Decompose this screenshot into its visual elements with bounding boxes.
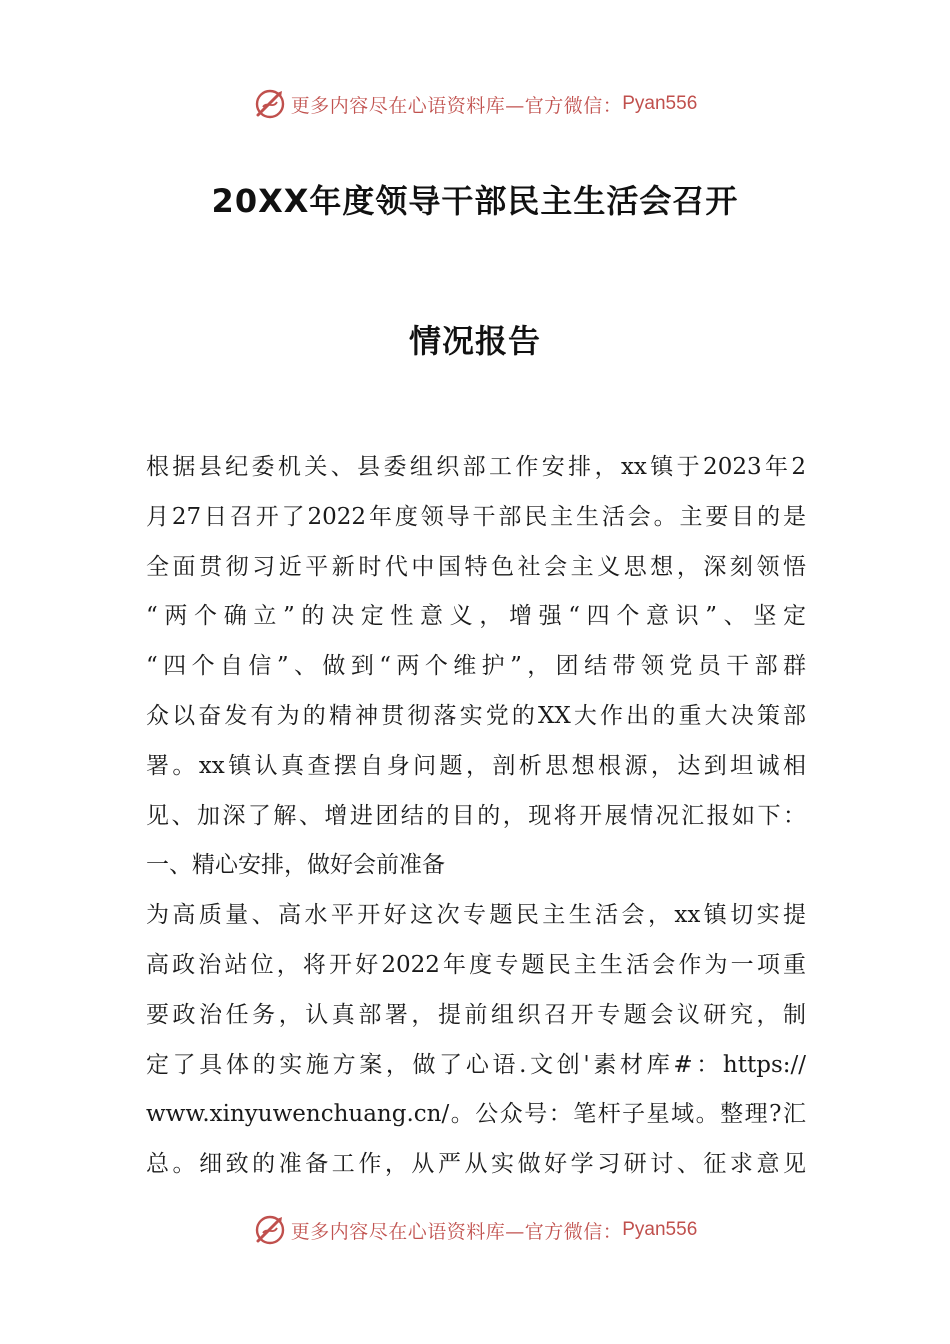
body-line: 众以奋发有为的精神贯彻落实党的XX大作出的重大决策部 (146, 702, 806, 729)
body-line: “两个确立”的决定性意义，增强“四个意识”、坚定 (146, 603, 806, 630)
footer-banner (0, 1210, 950, 1250)
body-line: 见、加深了解、增进团结的目的，现将开展情况汇报如下： (146, 802, 806, 829)
header-banner-text: 更多内容尽在心语资料库—官方微信： (290, 94, 623, 117)
body-line: 为高质量、高水平开好这次专题民主生活会，xx镇切实提 (146, 902, 806, 929)
pen-logo-icon (253, 87, 287, 121)
footer-banner-text: 更多内容尽在心语资料库—官方微信： (290, 1220, 623, 1243)
document-title-line2: 情况报告 (408, 322, 541, 360)
body-line: 署。xx镇认真查摆自身问题，剖析思想根源，达到坦诚相 (146, 752, 806, 779)
body-line: 全面贯彻习近平新时代中国特色社会主义思想，深刻领悟 (146, 553, 806, 580)
pen-logo-icon (253, 1213, 287, 1247)
body-line: www.xinyuwenchuang.cn/。公众号：笔杆子星域。整理?汇 (146, 1101, 806, 1128)
body-line: 总。细致的准备工作，从严从实做好学习研讨、征求意见 (146, 1151, 806, 1178)
document-body (146, 443, 806, 1190)
body-line: “四个自信”、做到“两个维护”，团结带领党员干部群 (146, 653, 806, 680)
body-line: 月27日召开了2022年度领导干部民主生活会。主要目的是 (146, 503, 806, 530)
body-line: 根据县纪委机关、县委组织部工作安排，xx镇于2023年2 (146, 454, 806, 480)
document-title-line1: 20XX年度领导干部民主生活会召开 (211, 182, 739, 220)
body-line: 高政治站位，将开好2022年度专题民主生活会作为一项重 (146, 951, 806, 978)
footer-wechat-id: Pyan556 (622, 1219, 698, 1240)
header-wechat-id: Pyan556 (622, 93, 698, 114)
body-line: 要政治任务，认真部署，提前组织召开专题会议研究，制 (146, 1001, 806, 1028)
body-line: 定了具体的实施方案，做了心语.文创'素材库#：https:// (146, 1051, 806, 1078)
header-banner (0, 84, 950, 124)
section-heading: 一、精心安排，做好会前准备 (146, 852, 445, 879)
